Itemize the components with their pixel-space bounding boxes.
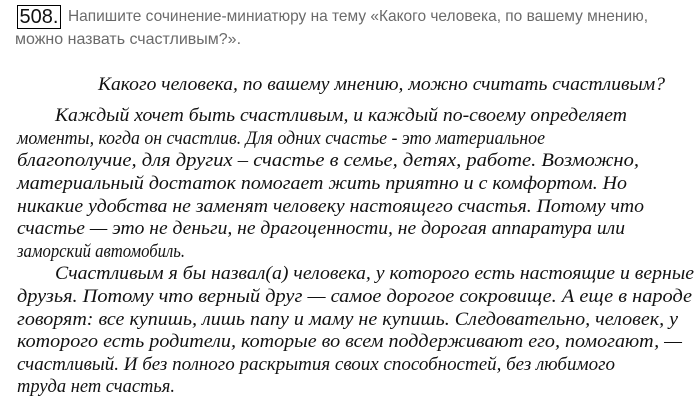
essay-line: заморский автомобиль. <box>17 241 185 262</box>
essay-line: счастливый. И без полного раскрытия своих способностей, без любимого <box>17 354 615 375</box>
essay-title: Какого человека, по вашему мнению, можно считать счастливым? <box>98 74 665 95</box>
exercise-prompt-line: можно назвать счастливым?». <box>15 31 242 48</box>
essay-line: которого есть родители, которые во всем поддерживают его, помогают, — <box>17 331 682 352</box>
essay-line: Каждый хочет быть счастливым, и каждый по-своему определяет <box>55 105 627 126</box>
exercise-number: 508. <box>17 5 61 29</box>
essay-line: материальный достаток помогает жить приятно и с комфортом. Но <box>17 173 627 194</box>
exercise-prompt-line: Напишите сочинение-миниатюру на тему «Какого человека, по вашему мнению, <box>68 8 648 25</box>
essay-line: друзья. Потому что верный друг — самое дорогое сокровище. А еще в народе <box>17 286 692 307</box>
essay-line: счастье — это не деньги, не драгоценности, не дорогая аппаратура или <box>17 218 625 239</box>
essay-line: никакие удобства не заменят человеку настоящего счастья. Потому что <box>17 196 644 217</box>
essay-line: Счастливым я бы назвал(а) человека, у которого есть настоящие и верные <box>55 263 695 284</box>
essay-line: моменты, когда он счастлив. Для одних счастье - это материальное <box>17 128 545 149</box>
essay-line: труда нет счастья. <box>17 376 175 397</box>
essay-line: благополучие, для других – счастье в семье, детях, работе. Возможно, <box>17 150 639 171</box>
essay-line: говорят: все купишь, лишь папу и маму не купишь. Следовательно, человек, у <box>17 309 678 330</box>
